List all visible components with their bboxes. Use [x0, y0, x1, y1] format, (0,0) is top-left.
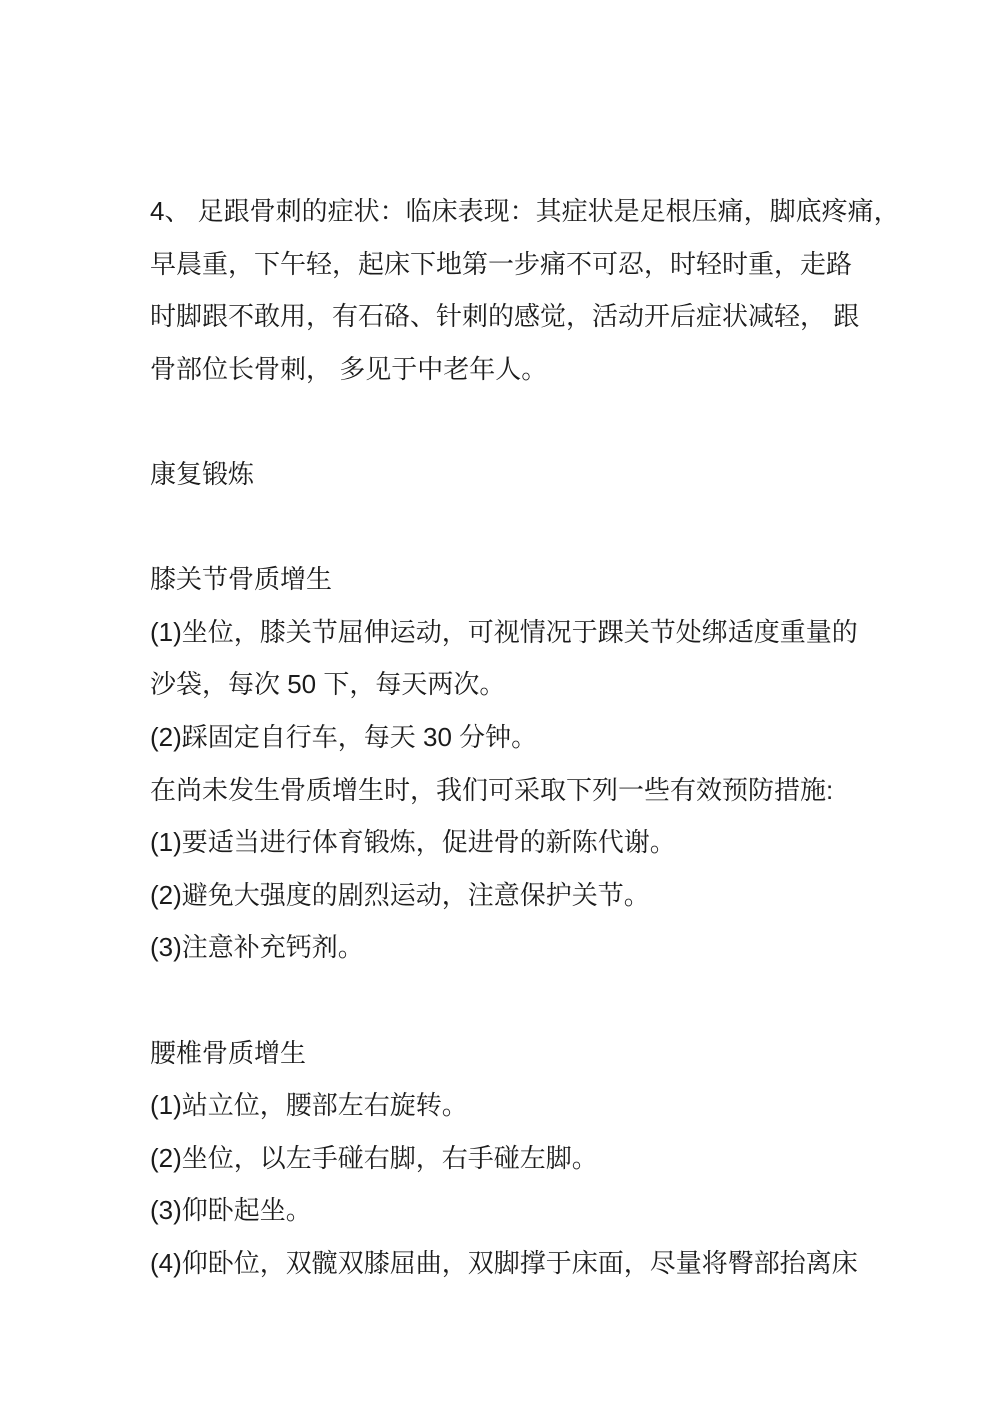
document-text-line: 沙袋，每次 50 下，每天两次。: [150, 669, 506, 700]
document-text-line: (1)要适当进行体育锻炼，促进骨的新陈代谢。: [150, 827, 676, 858]
document-text-line: 早晨重，下午轻，起床下地第一步痛不可忍，时轻时重，走路: [150, 248, 853, 279]
blank-line: [150, 395, 866, 448]
document-text-line: 时脚跟不敢用，有石硌、针刺的感觉，活动开后症状减轻， 跟: [150, 301, 860, 332]
document-heading-line: 膝关节骨质增生: [150, 564, 333, 595]
document-heading-line: 腰椎骨质增生: [150, 1037, 307, 1068]
blank-line: [150, 974, 866, 1027]
document-text-line: (2)踩固定自行车，每天 30 分钟。: [150, 721, 538, 752]
document-text-line: 4、 足跟骨刺的症状：临床表现：其症状是足根压痛，脚底疼痛，: [150, 196, 900, 226]
document-text-line: (4)仰卧位，双髋双膝屈曲，双脚撑于床面，尽量将臀部抬离床: [150, 1247, 858, 1278]
document-text-line: (1)坐位，膝关节屈伸运动，可视情况于踝关节处绑适度重量的: [150, 616, 858, 647]
document-text-line: 在尚未发生骨质增生时，我们可采取下列一些有效预防措施:: [150, 774, 834, 805]
document-heading-line: 康复锻炼: [150, 458, 255, 489]
document-text-line: (2)避免大强度的剧烈运动，注意保护关节。: [150, 879, 650, 910]
document-text-line: 骨部位长骨刺， 多见于中老年人。: [150, 353, 548, 384]
document-text-line: (1)站立位，腰部左右旋转。: [150, 1090, 468, 1121]
document-text-block: [150, 185, 900, 1289]
document-text-line: (3)仰卧起坐。: [150, 1195, 312, 1226]
document-text-line: (2)坐位，以左手碰右脚，右手碰左脚。: [150, 1142, 598, 1173]
document-text-line: (3)注意补充钙剂。: [150, 932, 364, 963]
blank-line: [150, 501, 866, 554]
